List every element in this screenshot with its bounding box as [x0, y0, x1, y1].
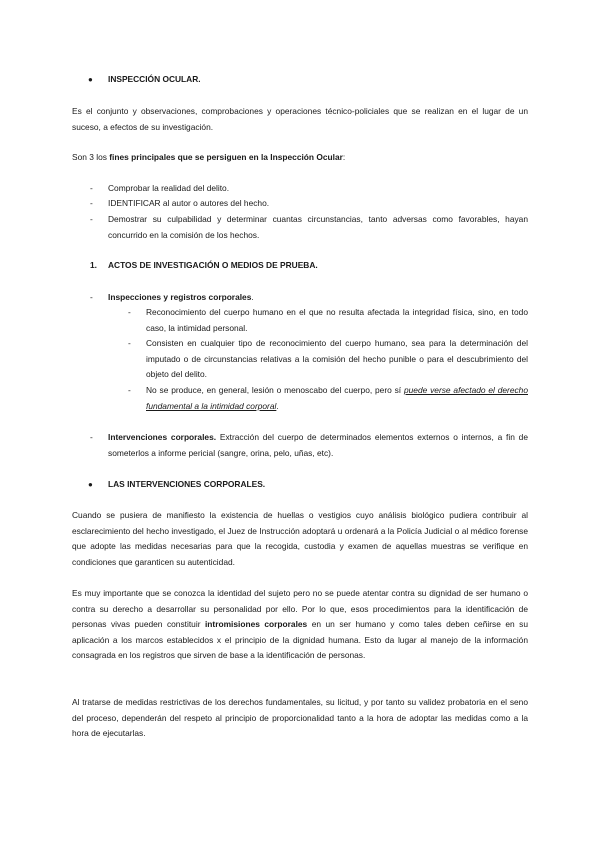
bullet-icon: ● — [88, 480, 93, 489]
intervenciones-text: Extracción del cuerpo de determinados elementos externos o internos, a fin de someterlos a informe pericial (sangre, orina, pelo, uñas, etc). — [108, 432, 529, 458]
para2-suffix: en un ser humano y como tales deben ceñirse en su aplicación a los marcos establecidos x el principio de la dignidad humana. Esto da lugar al manejo de la información consagrada en los registros que sirven de base a la identificación de personas. — [72, 619, 528, 660]
inspecciones-bold: Inspecciones y registros corporales — [108, 292, 252, 302]
para2-prefix: Es muy importante que se conozca la identidad del sujeto pero no se puede atentar contra su dignidad de ser humano o contra su derecho a desarrollar su personalidad por ello. Por lo que, esos procedimientos para la identificación de personas vivas pueden constituir — [72, 588, 528, 629]
fines-item-2: IDENTIFICAR al autor o autores del hecho. — [108, 198, 270, 208]
sub3-suffix: . — [276, 400, 279, 411]
actos-number: 1. — [90, 260, 97, 270]
fines-intro — [72, 150, 528, 166]
sub3-emphasis: puede verse afectado el derecho fundamental a la intimidad corporal — [146, 385, 528, 411]
dash-marker: - — [128, 385, 131, 395]
bullet-icon: ● — [88, 75, 93, 84]
dash-marker: - — [90, 292, 93, 302]
section-heading-intervenciones: LAS INTERVENCIONES CORPORALES. — [108, 479, 266, 489]
fines-item-3: Demostrar su culpabilidad y determinar cuantas circunstancias, tanto adversas como favorables, hayan concurrido en la comisión de los hechos. — [108, 214, 528, 240]
intervenciones-item — [108, 430, 528, 461]
paragraph-2 — [72, 586, 528, 664]
intro-paragraph: Es el conjunto y observaciones, comprobaciones y operaciones técnico-policiales que se realizan en el lugar de un suceso, a efectos de su investigación. — [72, 106, 528, 132]
inspecciones-sub-1: Reconocimiento del cuerpo humano en el que no resulta afectada la integridad física, sino, en todo caso, la intimidad personal. — [146, 307, 528, 333]
dash-marker: - — [90, 214, 93, 224]
intervenciones-label: Intervenciones corporales. — [108, 432, 217, 442]
dash-marker: - — [90, 432, 93, 442]
fines-bold: fines principales que se persiguen en la Inspección Ocular — [109, 152, 343, 162]
dash-marker: - — [90, 183, 93, 193]
paragraph-1: Cuando se pusiera de manifiesto la existencia de huellas o vestigios cuyo análisis biológico pudiera contribuir al esclarecimiento del hecho investigado, el Juez de Instrucción adoptará u ordenará a la Policía Judicial o al médico forense que adopte las medidas necesarias para que la recogida, custodia y examen de aquellas muestras se verifique en condiciones que garanticen su autenticidad. — [72, 510, 528, 567]
dash-marker: - — [128, 307, 131, 317]
dash-marker: - — [128, 338, 131, 348]
para2-bold: intromisiones corporales — [204, 619, 308, 629]
inspecciones-suffix: . — [251, 292, 254, 302]
actos-heading: ACTOS DE INVESTIGACIÓN O MEDIOS DE PRUEBA. — [108, 260, 318, 270]
inspecciones-sub-2: Consisten en cualquier tipo de reconocimiento del cuerpo humano, sea para la determinación del imputado o de circunstancias relativas a la comisión del hecho punible o para el descubrimiento del objeto del delito. — [146, 338, 528, 379]
dash-marker: - — [90, 198, 93, 208]
sub3-prefix: No se produce, en general, lesión o menoscabo del cuerpo, pero sí — [146, 385, 404, 395]
paragraph-3: Al tratarse de medidas restrictivas de los derechos fundamentales, su licitud, y por tanto su validez probatoria en el seno del proceso, dependerán del respeto al principio de proporcionalidad tanto a la hora de adoptar las medidas como a la hora de ejecutarlas. — [72, 697, 528, 738]
fines-prefix: Son 3 los — [72, 152, 110, 162]
inspecciones-label — [108, 290, 528, 306]
section-heading-inspeccion: INSPECCIÓN OCULAR. — [108, 74, 201, 84]
fines-suffix: : — [342, 152, 346, 162]
fines-item-1: Comprobar la realidad del delito. — [108, 183, 230, 193]
inspecciones-sub-3 — [146, 383, 528, 414]
